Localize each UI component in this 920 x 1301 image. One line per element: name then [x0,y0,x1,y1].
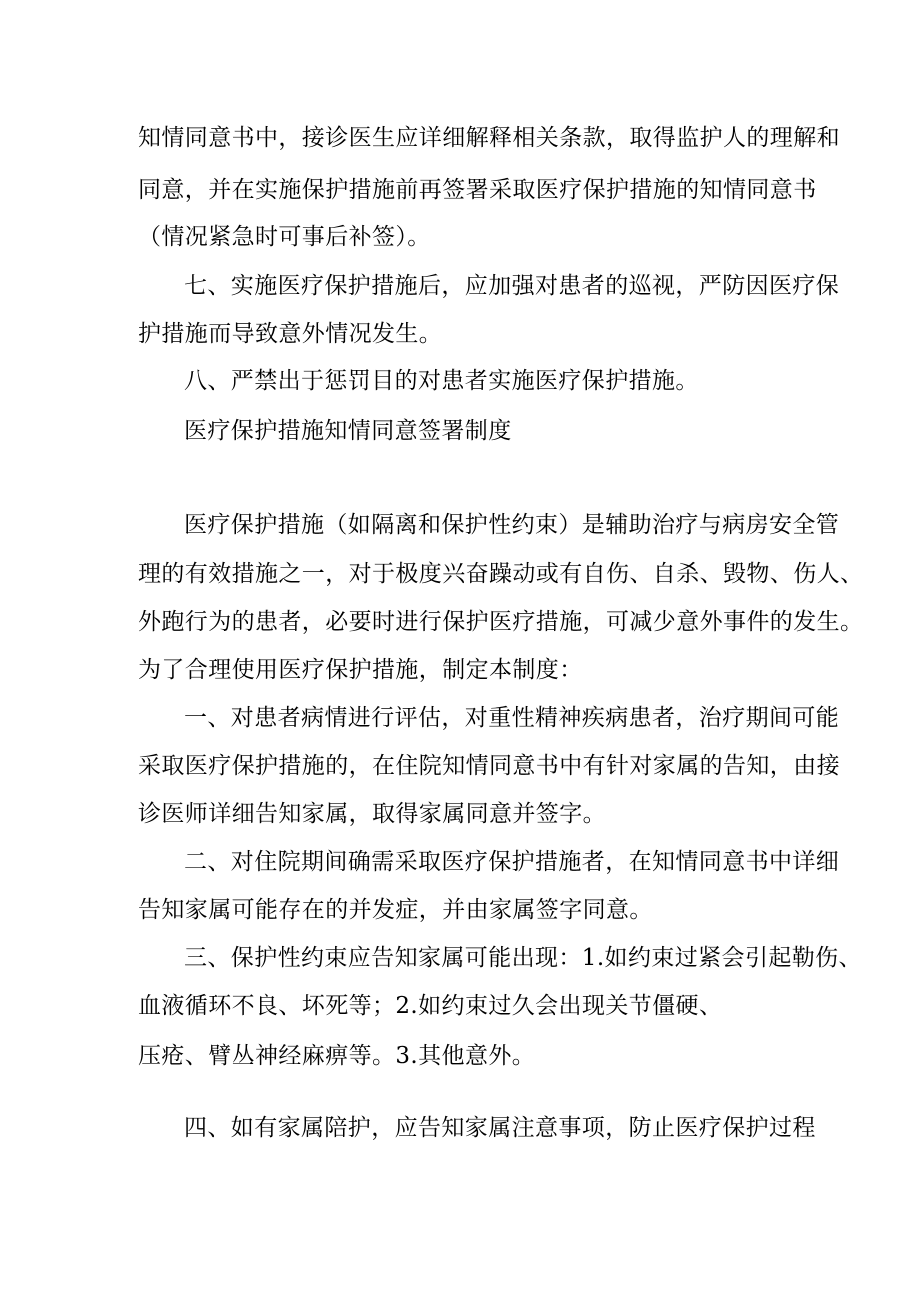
text-line: 七、实施医疗保护措施后，应加强对患者的巡视，严防因医疗保 [184,273,840,299]
text-line: 血液循环不良、坏死等；2.如约束过久会出现关节僵硬、 [138,993,723,1019]
text-line: 八、严禁出于惩罚目的对患者实施医疗保护措施。 [184,368,699,394]
text-line: 三、保护性约束应告知家属可能出现：1.如约束过紧会引起勒伤、 [184,945,862,971]
text-line: 四、如有家属陪护，应告知家属注意事项，防止医疗保护过程 [184,1115,816,1141]
text-line: 知情同意书中，接诊医生应详细解释相关条款，取得监护人的理解和 [138,125,840,151]
text-line: 告知家属可能存在的并发症，并由家属签字同意。 [138,897,653,923]
text-line: 同意，并在实施保护措施前再签署采取医疗保护措施的知情同意书 [138,177,817,203]
text-line: 诊医师详细告知家属，取得家属同意并签字。 [138,801,606,827]
text-line: （情况紧急时可事后补签）。 [138,224,431,250]
text-line: 护措施而导致意外情况发生。 [138,321,443,347]
text-line: 理的有效措施之一，对于极度兴奋躁动或有自伤、自杀、毁物、伤人、 [138,561,864,587]
text-line: 采取医疗保护措施的，在住院知情同意书中有针对家属的告知，由接 [138,753,840,779]
text-line: 外跑行为的患者，必要时进行保护医疗措施，可减少意外事件的发生。 [138,609,864,635]
text-line: 压疮、臂丛神经麻痹等。3.其他意外。 [138,1043,536,1069]
section-heading: 医疗保护措施知情同意签署制度 [184,418,512,444]
text-line: 医疗保护措施（如隔离和保护性约束）是辅助治疗与病房安全管 [184,512,840,538]
text-line: 二、对住院期间确需采取医疗保护措施者，在知情同意书中详细 [184,849,840,875]
text-line: 为了合理使用医疗保护措施，制定本制度： [138,657,583,683]
text-line: 一、对患者病情进行评估，对重性精神疾病患者，治疗期间可能 [184,705,840,731]
